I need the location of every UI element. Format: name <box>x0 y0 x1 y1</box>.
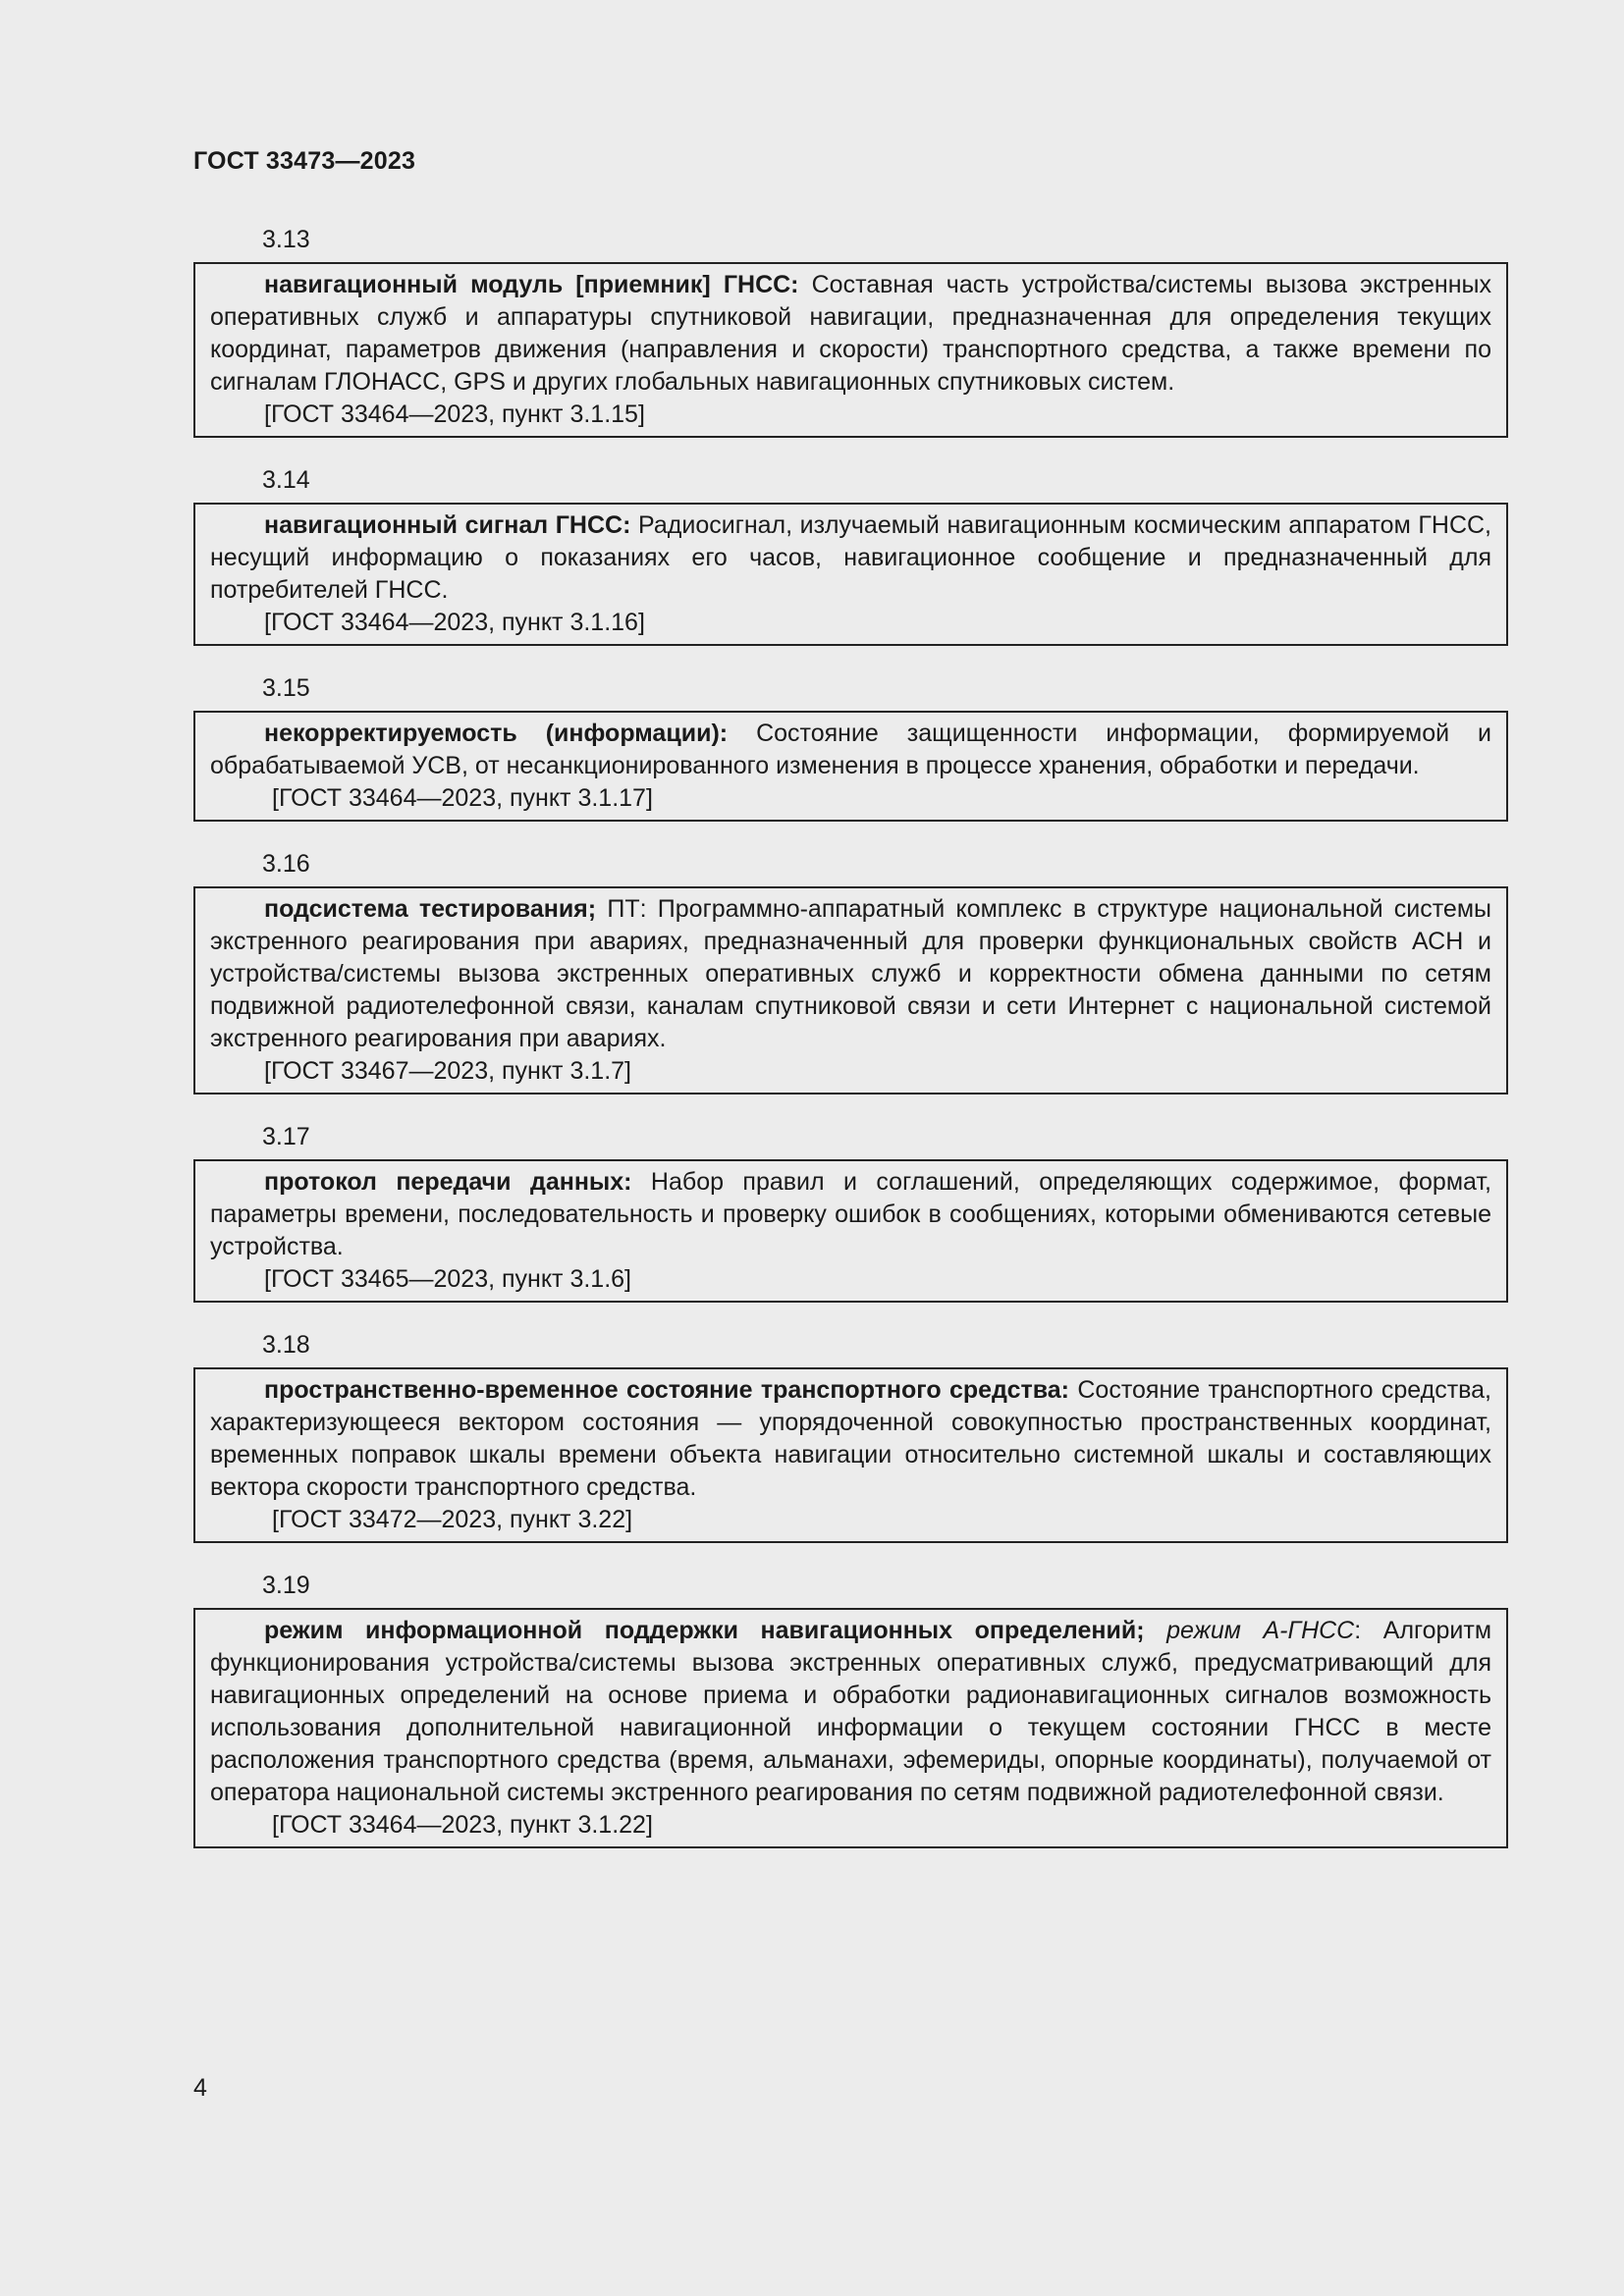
entry-number: 3.15 <box>262 674 310 702</box>
term-entry <box>193 1570 1508 1848</box>
entry-definition-paragraph <box>210 1374 1491 1504</box>
entry-reference: [ГОСТ 33464—2023, пункт 3.1.15] <box>264 400 645 428</box>
entry-definition-paragraph <box>210 718 1491 782</box>
term-entry <box>193 848 1508 1095</box>
entry-number: 3.18 <box>262 1331 310 1359</box>
entry-definition: Составная часть устройства/системы вызова экстренных оперативных служб и аппаратуры спутниковой навигации, предназначенная для определения текущих координат, параметров движения (направления и скорости) транспортного средства, а также времени по сигналам ГЛОНАСС, GPS и других глобальных навигационных спутниковых систем. <box>210 271 1491 396</box>
entry-definition: Состояние транспортного средства, характеризующееся вектором состояния — упорядоченной совокупностью пространственных координат, временных поправок шкалы времени объекта навигации относительно системной шкалы и составляющих вектора скорости транспортного средства. <box>210 1376 1491 1501</box>
entry-definition: ПТ: Программно-аппаратный комплекс в структуре национальной системы экстренного реагирования при авариях, предназначенный для проверки функциональных свойств АСН и устройства/системы вызова экстренных оперативных служб и корректности обмена данными по сетям подвижной радиотелефонной связи, каналам спутниковой связи и сети Интернет с национальной системой экстренного реагирования при авариях. <box>210 895 1491 1052</box>
entry-term: навигационный модуль [приемник] ГНСС: <box>264 271 799 298</box>
entry-box <box>193 711 1508 822</box>
entry-definition-paragraph <box>210 893 1491 1055</box>
page-number: 4 <box>193 2074 207 2102</box>
entry-box <box>193 1367 1508 1543</box>
entry-definition: Алгоритм функционирования устройства/системы вызова экстренных оперативных служб, предусматривающий для навигационных определений на основе приема и обработки радионавигационных сигналов возможность использования дополнительной навигационной информации о текущем состоянии ГНСС в месте расположения транспортного средства (время, альманахи, эфемериды, опорные координаты), получаемой от оператора национальной системы экстренного реагирования по сетям подвижной радиотелефонной связи. <box>210 1617 1492 1806</box>
entry-definition: Состояние защищенности информации, формируемой и обрабатываемой УСВ, от несанкционированного изменения в процессе хранения, обработки и передачи. <box>210 720 1492 779</box>
entry-number: 3.19 <box>262 1572 310 1599</box>
entry-definition: Радиосигнал, излучаемый навигационным космическим аппаратом ГНСС, несущий информацию о показаниях его часов, навигационное сообщение и предназначенный для потребителей ГНСС. <box>210 511 1492 604</box>
entry-term: пространственно-временное состояние транспортного средства: <box>264 1376 1070 1404</box>
entry-box <box>193 262 1508 438</box>
entry-number: 3.16 <box>262 850 310 878</box>
term-entry <box>193 1121 1508 1303</box>
entry-reference: [ГОСТ 33465—2023, пункт 3.1.6] <box>264 1265 631 1293</box>
entry-reference: [ГОСТ 33472—2023, пункт 3.22] <box>272 1506 633 1533</box>
entry-box <box>193 503 1508 646</box>
entry-reference: [ГОСТ 33464—2023, пункт 3.1.22] <box>272 1811 653 1839</box>
entry-reference: [ГОСТ 33464—2023, пункт 3.1.17] <box>272 784 653 812</box>
entry-definition-paragraph <box>210 509 1491 607</box>
term-entry <box>193 464 1508 646</box>
entry-reference: [ГОСТ 33464—2023, пункт 3.1.16] <box>264 609 645 636</box>
entry-definition-paragraph <box>210 1166 1491 1263</box>
entry-number: 3.17 <box>262 1123 310 1150</box>
entry-term: режим информационной поддержки навигационных определений; <box>264 1617 1145 1644</box>
entry-definition-paragraph <box>210 1615 1491 1809</box>
document-header: ГОСТ 33473—2023 <box>193 147 416 175</box>
entry-definition-paragraph <box>210 269 1491 399</box>
term-entry <box>193 672 1508 822</box>
terms-list <box>193 224 1508 1875</box>
entry-term: навигационный сигнал ГНСС: <box>264 511 631 539</box>
entry-term: протокол передачи данных: <box>264 1168 632 1196</box>
entry-box <box>193 1159 1508 1303</box>
entry-number: 3.14 <box>262 466 310 494</box>
entry-reference: [ГОСТ 33467—2023, пункт 3.1.7] <box>264 1057 631 1085</box>
term-entry <box>193 1329 1508 1543</box>
entry-synonym: режим А-ГНСС <box>1144 1617 1355 1644</box>
entry-number: 3.13 <box>262 226 310 253</box>
entry-box <box>193 886 1508 1095</box>
term-entry <box>193 224 1508 438</box>
entry-definition: Набор правил и соглашений, определяющих содержимое, формат, параметры времени, последовательность и проверку ошибок в сообщениях, которыми обмениваются сетевые устройства. <box>210 1168 1491 1260</box>
entry-box <box>193 1608 1508 1848</box>
entry-term: некорректируемость (информации): <box>264 720 729 747</box>
entry-term: подсистема тестирования; <box>264 895 597 923</box>
entry-synonym-colon: : <box>1354 1617 1362 1644</box>
